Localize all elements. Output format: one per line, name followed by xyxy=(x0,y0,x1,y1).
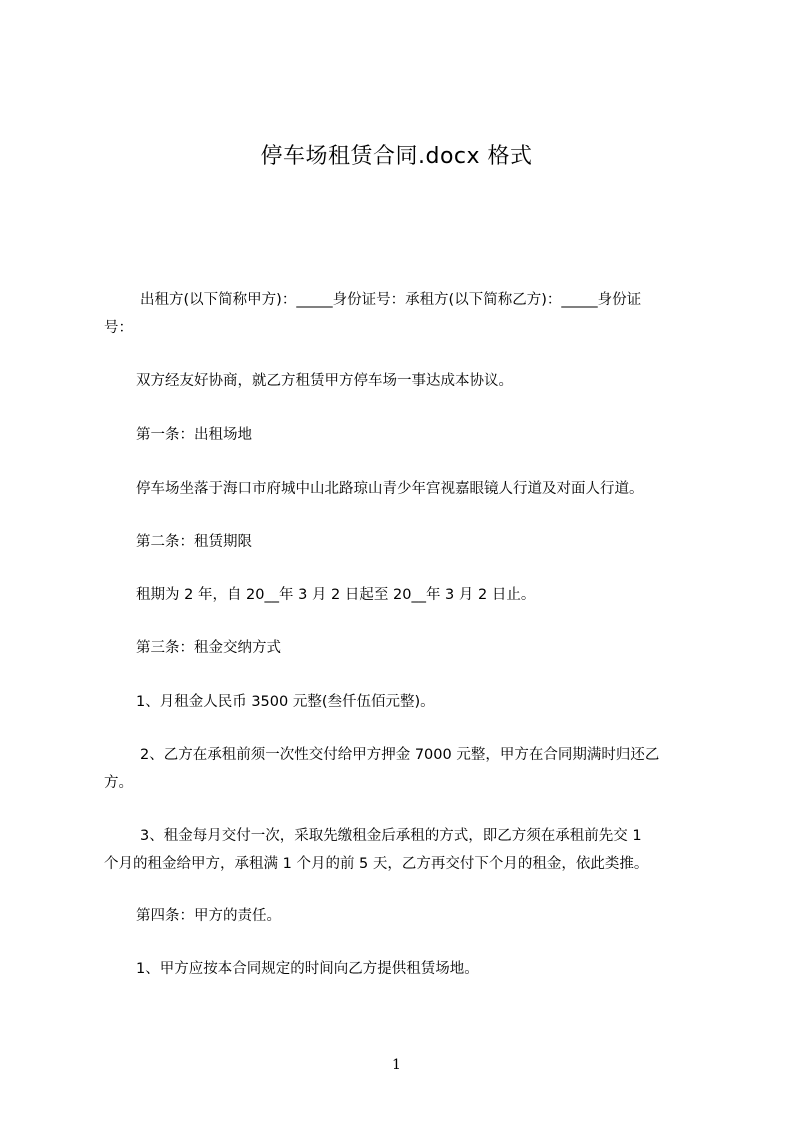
paragraph-line: 出租方(以下简称甲方)：_____身份证号：承租方(以下简称乙方)：_____身份证 xyxy=(140,292,642,308)
paragraph-term xyxy=(104,581,704,609)
paragraph-line: 停车场坐落于海口市府城中山北路琼山青少年宫视嘉眼镜人行道及对面人行道。 xyxy=(136,481,644,497)
paragraph-lessor-duty xyxy=(104,955,704,983)
paragraph-line: 1、甲方应按本合同规定的时间向乙方提供租赁场地。 xyxy=(136,961,479,977)
paragraph-line: 方。 xyxy=(104,775,133,791)
article-3-heading xyxy=(104,634,704,662)
paragraph-rent xyxy=(104,688,704,716)
paragraph-location xyxy=(104,475,704,503)
paragraph-line: 2、乙方在承租前须一次性交付给甲方押金 7000 元整，甲方在合同期满时归还乙 xyxy=(140,747,660,763)
document-title: 停车场租赁合同.docx 格式 xyxy=(260,144,533,169)
paragraph-line: 双方经友好协商，就乙方租赁甲方停车场一事达成本协议。 xyxy=(136,373,513,389)
paragraph-line: 第二条：租赁期限 xyxy=(136,534,252,550)
article-1-heading xyxy=(104,421,704,449)
paragraph-line: 3、租金每月交付一次，采取先缴租金后承租的方式，即乙方须在承租前先交 1 xyxy=(140,828,642,844)
paragraph-line: 第三条：租金交纳方式 xyxy=(136,640,281,656)
paragraph-line: 个月的租金给甲方，承租满 1 个月的前 5 天，乙方再交付下个月的租金，依此类推。 xyxy=(104,856,649,872)
paragraph-line: 第四条：甲方的责任。 xyxy=(136,908,281,924)
paragraph-parties xyxy=(104,286,704,342)
paragraph-agreement xyxy=(104,367,704,395)
paragraph-line: 租期为 2 年，自 20__年 3 月 2 日起至 20__年 3 月 2 日止。 xyxy=(136,587,536,603)
paragraph-line: 号： xyxy=(104,320,133,336)
paragraph-deposit xyxy=(104,741,704,797)
paragraph-line: 1、月租金人民币 3500 元整(叁仟伍佰元整)。 xyxy=(136,694,435,710)
article-2-heading xyxy=(104,528,704,556)
paragraph-payment xyxy=(104,822,704,878)
paragraph-line: 第一条：出租场地 xyxy=(136,427,252,443)
article-4-heading xyxy=(104,902,704,930)
page-number: 1 xyxy=(392,1057,401,1073)
